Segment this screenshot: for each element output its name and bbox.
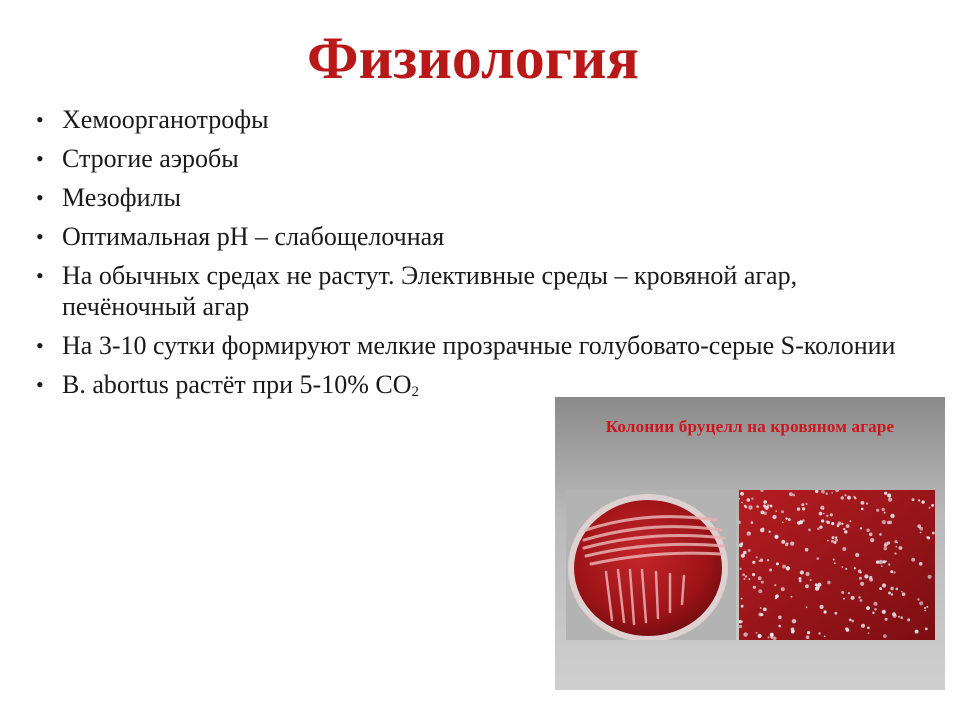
colony-dot (741, 598, 743, 600)
bullet-icon: • (36, 146, 44, 171)
colony-dot (919, 601, 923, 605)
bullet-text: На обычных средах не растут. Элективные среды – кровяной агар, печёночный агар (62, 261, 798, 321)
colony-dot (741, 605, 744, 608)
colony-dot (844, 494, 846, 496)
colony-dot (860, 582, 864, 586)
colony-dot (835, 612, 838, 615)
bullet-icon: • (36, 185, 44, 210)
colony-dot (830, 513, 833, 516)
colony-dot (843, 598, 845, 600)
colony-dot (760, 607, 762, 609)
colony-dot (826, 515, 828, 517)
colony-dot (786, 542, 788, 544)
colony-dot (751, 497, 753, 499)
colony-dot (790, 542, 794, 546)
colony-dot (760, 528, 764, 532)
colony-dot (882, 583, 886, 587)
colony-dot (740, 542, 743, 545)
colony-dot (921, 500, 924, 503)
colony-dot (778, 625, 781, 628)
colony-dot (866, 529, 869, 532)
bullet-list (36, 104, 936, 416)
colony-dot (805, 503, 807, 505)
colony-dot (758, 613, 762, 617)
colony-dot (768, 636, 770, 638)
colony-dot (886, 560, 888, 562)
colony-dot (791, 628, 795, 632)
colony-dot (911, 558, 915, 562)
colony-dot (927, 537, 930, 540)
colony-dot (860, 599, 863, 602)
bullet-item (36, 221, 936, 252)
colony-dot (849, 619, 852, 622)
photo-caption: Колонии бруцелл на кровяном агаре (605, 417, 895, 436)
colony-dot (874, 608, 877, 611)
colony-dot (881, 565, 883, 567)
bullet-icon: • (36, 107, 44, 132)
colony-dot (745, 575, 747, 577)
colony-dot (858, 596, 861, 599)
colony-dot (756, 556, 758, 558)
colony-dot (907, 618, 910, 621)
colony-dot (893, 614, 897, 618)
colony-dot (891, 593, 893, 595)
bullet-icon: • (36, 372, 44, 397)
colony-dot (758, 589, 762, 593)
subscript: 2 (411, 384, 419, 400)
colony-dot (867, 627, 870, 630)
colony-dot (869, 578, 873, 582)
colony-dot (924, 610, 926, 612)
colony-dot (932, 532, 935, 535)
colony-dot (874, 602, 878, 606)
colony-dot (808, 529, 811, 532)
petri-dish-image (566, 490, 736, 640)
colony-dot (841, 523, 843, 525)
colony-dot (844, 530, 847, 533)
colony-dot (841, 496, 844, 499)
colony-dot (817, 583, 821, 587)
colony-dot (770, 505, 773, 508)
colony-dot (819, 512, 823, 516)
colony-dot (842, 566, 844, 568)
colony-dot (782, 565, 786, 569)
bullet-text: B. abortus растёт при 5-10% СО (62, 370, 412, 399)
colony-dot (774, 535, 778, 539)
colony-dot (845, 568, 847, 570)
colony-dot (855, 553, 859, 557)
colony-dot (791, 596, 793, 598)
bullet-text: Мезофилы (62, 183, 181, 212)
colony-dot (898, 616, 900, 618)
bullet-text: Хемоорганотрофы (62, 105, 269, 134)
colony-dot (896, 588, 899, 591)
colony-dot (884, 512, 886, 514)
colony-dot (768, 531, 770, 533)
colony-dot (775, 510, 777, 512)
colony-dot (848, 592, 850, 594)
colony-dot (802, 507, 805, 510)
colony-dot (767, 559, 769, 561)
colony-dot (882, 610, 886, 614)
colony-dot (870, 538, 874, 542)
colony-dot (776, 562, 779, 565)
colony-dot (841, 591, 844, 594)
colony-dot (846, 524, 850, 528)
colony-dot (781, 587, 785, 591)
colony-dot (879, 560, 883, 564)
colony-dot (890, 514, 894, 518)
colony-dot (882, 520, 886, 524)
colony-dot (838, 522, 842, 526)
bullet-icon: • (36, 224, 44, 249)
colony-dot (831, 522, 834, 525)
bullet-item (36, 260, 936, 322)
colony-dot (799, 520, 803, 524)
colony-dot (896, 542, 898, 544)
colony-dot (866, 502, 868, 504)
colonies-closeup-image (739, 490, 935, 640)
colony-dot (792, 494, 795, 497)
colony-dot (748, 549, 751, 552)
colony-dot (752, 573, 755, 576)
colony-dot (781, 540, 785, 544)
colony-dot (900, 616, 903, 619)
colony-dot (849, 520, 851, 522)
colony-dot (846, 628, 850, 632)
colony-dot (888, 592, 891, 595)
colony-dot (879, 587, 882, 590)
colony-dot (860, 572, 862, 574)
colony-dot (902, 592, 906, 596)
colony-dot (925, 628, 928, 631)
colony-dot (797, 507, 800, 510)
colony-dot (739, 625, 742, 628)
bullet-item (36, 330, 942, 361)
colony-dot (743, 632, 747, 636)
colony-dot (859, 577, 862, 580)
colony-dot (799, 577, 802, 580)
colony-dot (758, 576, 762, 580)
colony-dot (889, 521, 893, 525)
colony-dot (741, 502, 743, 504)
colony-dot (860, 527, 862, 529)
colony-dot (792, 619, 796, 623)
bullet-text: На 3-10 сутки формируют мелкие прозрачные голубовато-серые S-колонии (62, 331, 896, 360)
colony-dot (752, 561, 755, 564)
colony-dot (833, 559, 835, 561)
colony-dot (890, 587, 893, 590)
colony-dot (748, 505, 752, 509)
colony-dot (788, 518, 791, 521)
colony-dot (818, 632, 821, 635)
colony-dot (806, 606, 808, 608)
colony-dot (824, 635, 826, 637)
colony-dot (842, 547, 846, 551)
colony-dot (760, 559, 763, 562)
colony-dot (747, 498, 751, 502)
colony-dot (764, 512, 767, 515)
colony-dot (824, 610, 827, 613)
colony-dot (851, 596, 855, 600)
colony-dot (872, 612, 874, 614)
colony-dot (915, 630, 919, 634)
colony-dot (817, 528, 820, 531)
colony-dot (781, 510, 784, 513)
colony-dot (854, 497, 856, 499)
colony-dot (741, 554, 745, 558)
bullet-item (36, 104, 936, 135)
colony-dot (861, 624, 865, 628)
colony-dot (806, 635, 810, 639)
colony-dot (831, 492, 833, 494)
colony-dot (800, 570, 804, 574)
colony-dot (883, 560, 886, 563)
colony-dot (819, 526, 822, 529)
bullet-item (36, 143, 936, 174)
colony-dot (748, 578, 750, 580)
colony-dot (831, 540, 834, 543)
colony-dot (758, 634, 762, 638)
colony-dot (748, 532, 750, 534)
colony-dot (801, 503, 804, 506)
colony-dot (861, 508, 864, 511)
colony-dot (786, 566, 790, 570)
colony-dot (912, 498, 915, 501)
colony-dot (883, 634, 887, 638)
colony-dot (854, 567, 856, 569)
bullet-text: Оптимальная рН – слабощелочная (62, 222, 445, 251)
colony-dot (742, 573, 745, 576)
colony-dot (899, 546, 903, 550)
colony-dot (823, 513, 825, 515)
colony-dot (918, 499, 920, 501)
colony-dot (769, 569, 772, 572)
colony-dot (826, 520, 829, 523)
colony-dot (926, 606, 928, 608)
colony-dot (866, 606, 870, 610)
colony-dot (756, 505, 759, 508)
colony-dot (884, 544, 887, 547)
colony-dot (887, 541, 890, 544)
colony-dot (869, 533, 873, 537)
colony-dot (876, 509, 879, 512)
colony-dot (756, 632, 758, 634)
colony-dot (821, 519, 824, 522)
colony-dot (865, 576, 867, 578)
colony-dot (826, 493, 828, 495)
colony-dot (887, 494, 891, 498)
colonies-photo (555, 397, 945, 690)
colony-dot (884, 492, 887, 495)
colony-dot (893, 571, 895, 573)
colony-dot (929, 507, 931, 509)
colony-dot (831, 536, 834, 539)
colony-dot (782, 522, 784, 524)
colony-dot (744, 578, 746, 580)
colony-dot (827, 540, 829, 542)
colony-dot (843, 528, 845, 530)
colony-dot (931, 504, 934, 507)
colony-dot (834, 562, 836, 564)
colony-dot (761, 581, 764, 584)
colony-dot (885, 618, 888, 621)
colony-dot (888, 563, 890, 565)
colony-dot (810, 579, 812, 581)
colony-dot (785, 517, 787, 519)
colony-dot (901, 591, 903, 593)
colony-dot (884, 547, 888, 551)
colony-dot (820, 605, 824, 609)
colony-dot (827, 581, 830, 584)
bullet-icon: • (36, 333, 44, 358)
colony-dot (835, 536, 837, 538)
colony-dot (751, 521, 754, 524)
colony-dot (740, 492, 744, 496)
colony-dot (763, 608, 767, 612)
colony-dot (890, 570, 893, 573)
colony-dot (894, 552, 896, 554)
colony-dot (815, 583, 818, 586)
colony-dot (834, 541, 837, 544)
colony-dot (805, 548, 809, 552)
colony-dot (820, 506, 824, 510)
bullet-item (36, 182, 936, 213)
colony-dot (879, 533, 882, 536)
colony-dot (895, 546, 897, 548)
colony-dot (744, 505, 747, 508)
colony-dot (763, 505, 766, 508)
colony-dot (928, 575, 932, 579)
colony-dot (847, 496, 851, 500)
colony-dot (772, 515, 776, 519)
colony-dot (815, 586, 819, 590)
colony-dot (806, 572, 810, 576)
colony-dot (924, 607, 926, 609)
colony-dot (882, 508, 885, 511)
colony-dot (851, 620, 854, 623)
colony-dot (917, 524, 921, 528)
colony-dot (807, 631, 810, 634)
colony-dot (817, 557, 820, 560)
colony-dot (805, 584, 809, 588)
colony-dot (753, 586, 756, 589)
colony-dot (767, 504, 769, 506)
colony-dot (739, 568, 741, 570)
colony-dot (919, 562, 923, 566)
colony-dot (775, 597, 777, 599)
slide-title: Физиология (307, 25, 639, 91)
colony-dot (888, 498, 892, 502)
colony-dot (917, 598, 919, 600)
bullet-icon: • (36, 263, 44, 288)
colony-dot (789, 492, 793, 496)
bullet-text: Строгие аэробы (62, 144, 239, 173)
colony-dot (861, 501, 865, 505)
colony-dot (763, 500, 767, 504)
colony-dot (778, 616, 782, 620)
colony-dot (868, 632, 870, 634)
colony-dot (920, 532, 922, 534)
colony-dot (774, 584, 776, 586)
